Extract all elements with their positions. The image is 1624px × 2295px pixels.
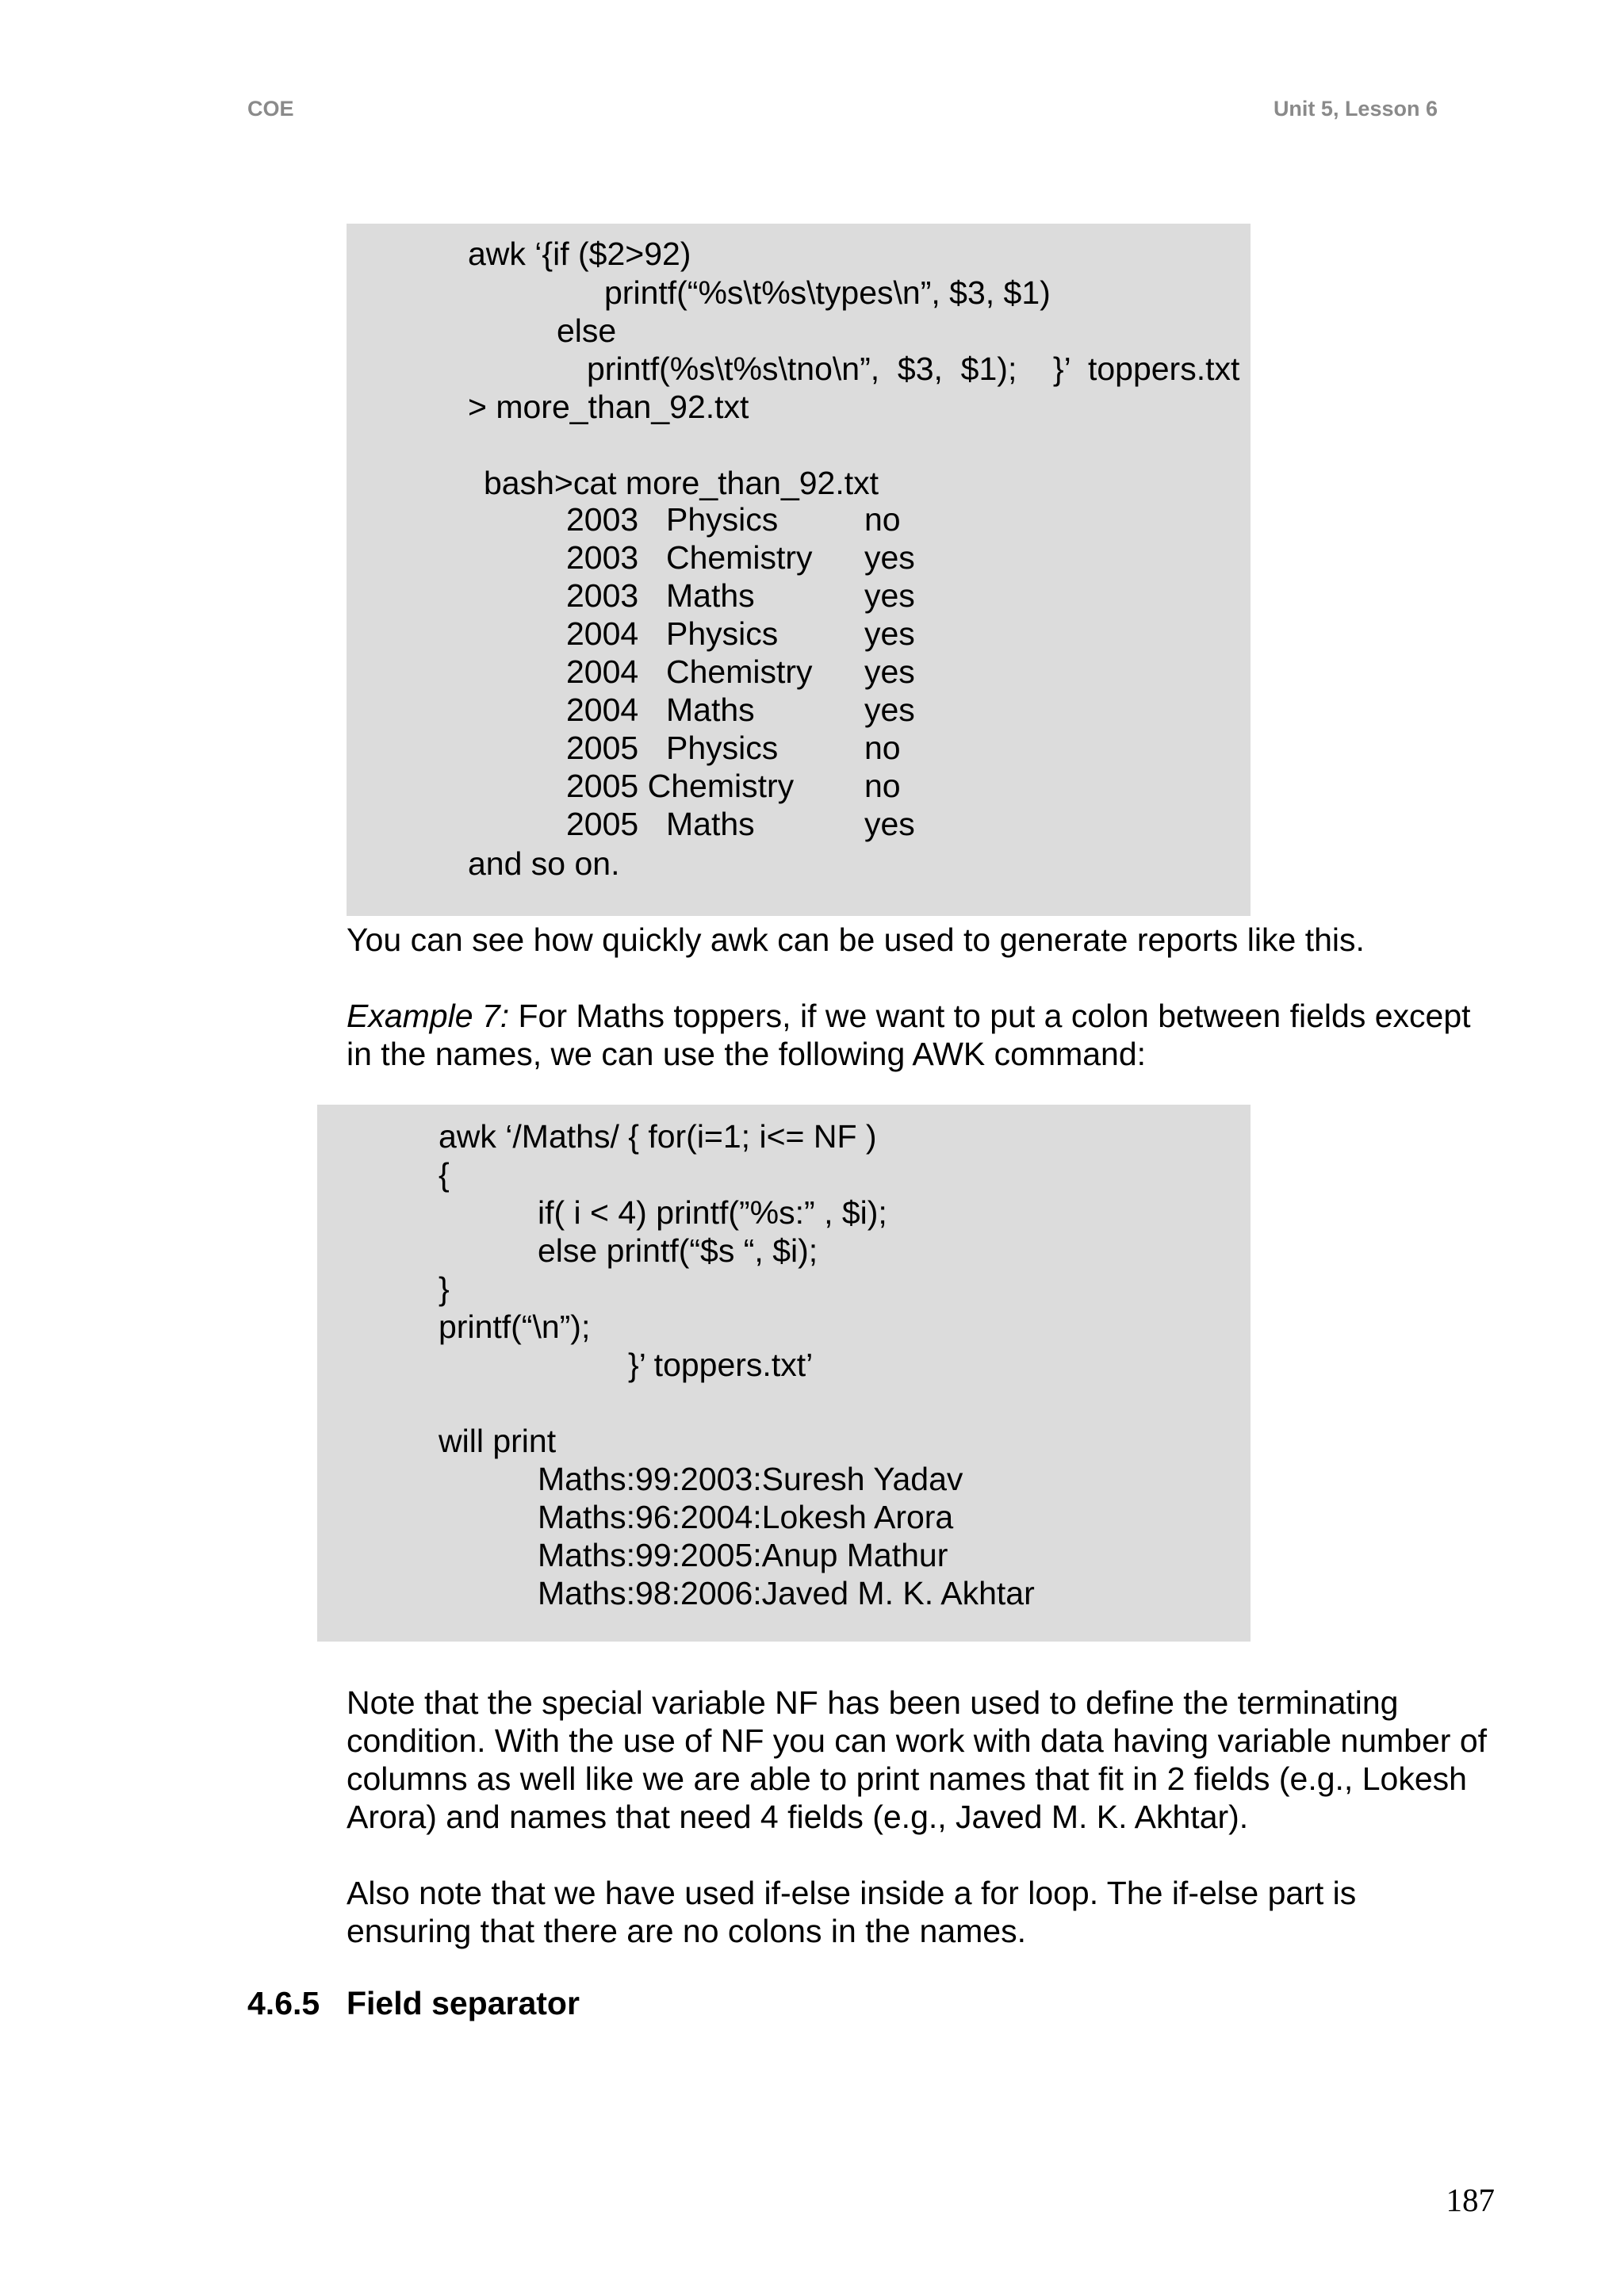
- subject-cell: Chemistry: [666, 653, 813, 690]
- paragraph-text: You can see how quickly awk can be used to generate reports like this.: [347, 921, 1365, 958]
- section-title: Field separator: [347, 1985, 580, 2021]
- section-heading: [247, 1985, 580, 2022]
- result-cell: no: [864, 768, 901, 804]
- code-line: }: [439, 1270, 450, 1307]
- result-cell: yes: [864, 653, 915, 690]
- year-cell: 2003: [566, 539, 639, 576]
- year-cell: 2004: [566, 692, 639, 728]
- table-row: [566, 691, 915, 729]
- page-number: 187: [1446, 2182, 1495, 2218]
- code-line: awk ‘{if ($2>92): [468, 236, 691, 272]
- year-cell: 2004: [566, 653, 639, 690]
- paragraph-reports: [347, 921, 1576, 959]
- paragraph-text: Also note that we have used if-else inside a for loop. The if-else part is ensuring that there are no colons in the names.: [347, 1875, 1357, 1949]
- result-cell: no: [864, 501, 901, 538]
- paragraph-example: [347, 997, 1496, 1073]
- code-line: printf(“%s\t%s\types\n”, $3, $1): [604, 274, 1051, 311]
- code-line: printf(“\n”);: [439, 1308, 591, 1345]
- result-cell: yes: [864, 539, 915, 576]
- output-line: Maths:98:2006:Javed M. K. Akhtar: [538, 1575, 1035, 1611]
- code-line: and so on.: [468, 845, 620, 882]
- code-line: bash>cat more_than_92.txt: [484, 465, 879, 501]
- example-text: For Maths toppers, if we want to put a colon between fields except in the names, we can use the following AWK command:: [347, 998, 1471, 1072]
- code-line: awk ‘/Maths/ { for(i=1; i<= NF ): [439, 1118, 877, 1155]
- code-line: if( i < 4) printf(”%s:” , $i);: [538, 1194, 887, 1231]
- result-cell: yes: [864, 577, 915, 614]
- year-cell: 2003: [566, 577, 639, 614]
- table-row: [566, 577, 915, 615]
- code-line: else: [557, 312, 617, 349]
- year-cell: 2005: [566, 806, 639, 842]
- paragraph-text: Note that the special variable NF has been used to define the terminating condition. With the use of NF you can work with data having variable number of columns as well like we are able to print names that fit in 2 fields (e.g., Lokesh Arora) and names that need 4 fields (e.g., Javed M. K. Akhtar).: [347, 1684, 1488, 1835]
- subject-cell: Physics: [666, 501, 779, 538]
- table-row: [566, 729, 915, 767]
- year-cell: 2005 Chemistry: [566, 768, 795, 804]
- year-cell: 2004: [566, 615, 639, 652]
- output-line: Maths:99:2003:Suresh Yadav: [538, 1461, 963, 1497]
- code-line: {: [439, 1156, 450, 1193]
- year-cell: 2003: [566, 501, 639, 538]
- output-line: Maths:96:2004:Lokesh Arora: [538, 1499, 954, 1535]
- header-right: Unit 5, Lesson 6: [1273, 97, 1438, 121]
- subject-cell: Physics: [666, 730, 779, 766]
- table-row: [566, 615, 915, 653]
- paragraph-also: [347, 1874, 1417, 1950]
- paragraph-note: [347, 1684, 1496, 1836]
- output-line: Maths:99:2005:Anup Mathur: [538, 1537, 948, 1573]
- header-left: COE: [247, 97, 294, 121]
- year-cell: 2005: [566, 730, 639, 766]
- subject-cell: Maths: [666, 577, 755, 614]
- table-row: [566, 805, 915, 843]
- result-cell: yes: [864, 615, 915, 652]
- result-cell: yes: [864, 806, 915, 842]
- result-cell: yes: [864, 692, 915, 728]
- table-row: [566, 500, 915, 538]
- subject-cell: Maths: [666, 806, 755, 842]
- result-cell: no: [864, 730, 901, 766]
- code-line: else printf(“$s “, $i);: [538, 1232, 818, 1269]
- output-table: [566, 500, 915, 843]
- table-row: [566, 767, 915, 805]
- section-number: 4.6.5: [247, 1985, 320, 2021]
- subject-cell: Physics: [666, 615, 779, 652]
- code-line: printf(%s\t%s\tno\n”, $3, $1); }’ toppers.txt: [587, 351, 1240, 387]
- code-line: }’ toppers.txt’: [628, 1347, 814, 1383]
- code-line: > more_than_92.txt: [468, 389, 749, 425]
- table-row: [566, 653, 915, 691]
- subject-cell: Chemistry: [666, 539, 813, 576]
- table-row: [566, 538, 915, 577]
- subject-cell: Maths: [666, 692, 755, 728]
- code-line: will print: [439, 1423, 557, 1459]
- example-label: Example 7:: [347, 998, 510, 1034]
